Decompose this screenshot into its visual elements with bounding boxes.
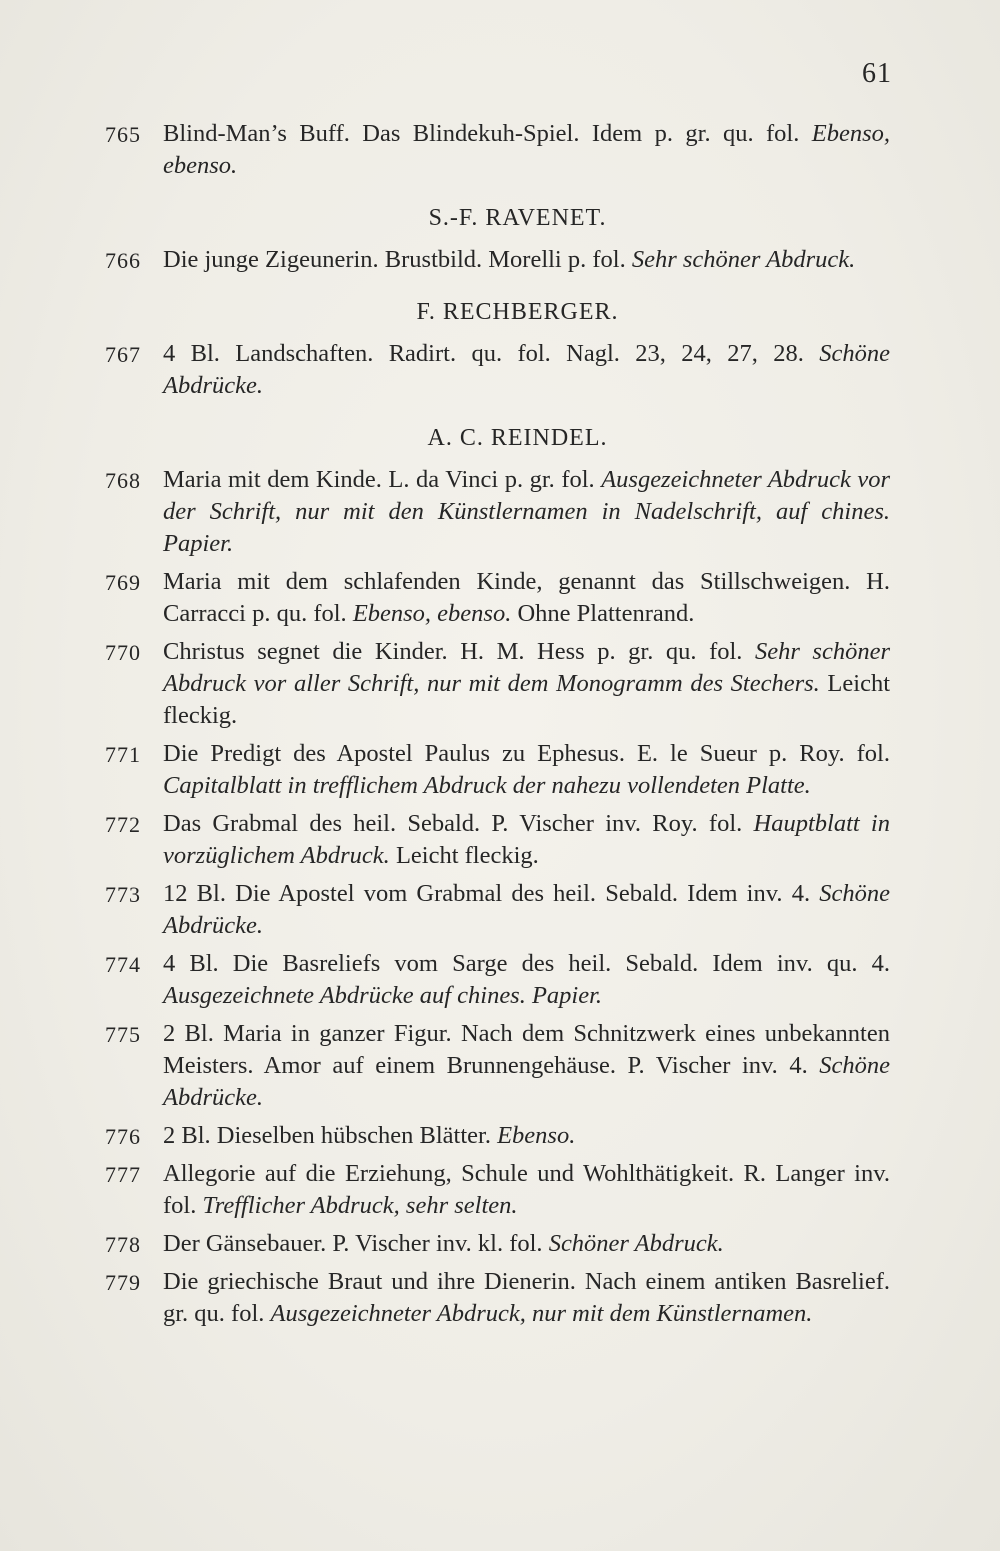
catalogue-entry [105, 1266, 890, 1330]
entry-note: Sehr schöner Abdruck. [631, 246, 856, 273]
entry-text: 2 Bl. Maria in ganzer Figur. Nach dem Schnitzwerk eines unbekannten Meisters. Amor auf einem Brunnengehäuse. P. Vischer inv. 4. [163, 1020, 890, 1079]
catalogue-listing [105, 118, 890, 1336]
entry-text: 4 Bl. Landschaften. Radirt. qu. fol. Nagl. 23, 24, 27, 28. [163, 340, 820, 367]
entry-number: 765 [105, 122, 141, 147]
page-number: 61 [862, 58, 892, 89]
catalogue-entry [105, 878, 890, 942]
entry-number: 773 [105, 882, 141, 907]
entry-note: Ausgezeichneter Abdruck vor der Schrift, nur mit den Künstlernamen in Nadelschrift, auf chines. Papier. [163, 466, 890, 557]
entry-number: 779 [105, 1270, 141, 1295]
entry-tail: Leicht fleckig. [389, 842, 539, 869]
entry-note: Sehr schöner Abdruck vor aller Schrift, nur mit dem Monogramm des Stechers. [163, 638, 890, 697]
entry-number: 778 [105, 1232, 141, 1257]
entry-tail: Ohne Plattenrand. [511, 600, 695, 627]
entry-text: Der Gänsebauer. P. Vischer inv. kl. fol. [163, 1230, 549, 1257]
entry-text: Allegorie auf die Erziehung, Schule und Wohlthätigkeit. R. Langer inv. fol. [163, 1160, 890, 1219]
catalogue-entry [105, 1018, 890, 1114]
catalogue-entry [105, 244, 890, 276]
entry-text: 2 Bl. Dieselben hübschen Blätter. [163, 1122, 498, 1149]
entry-text: Maria mit dem schlafenden Kinde, genannt das Stillschweigen. H. Carracci p. qu. fol. [163, 568, 890, 627]
catalogue-section [105, 118, 890, 182]
catalogue-entry [105, 1228, 890, 1260]
entry-tail: Leicht fleckig. [163, 670, 891, 729]
entry-number: 777 [105, 1162, 141, 1187]
entry-number: 769 [105, 570, 141, 595]
catalogue-section [105, 422, 890, 1330]
catalogue-entry [105, 808, 890, 872]
artist-heading: S.-F. RAVENET. [428, 205, 607, 231]
catalogue-entry [105, 948, 890, 1012]
entry-note: Schöne Abdrücke. [163, 1052, 890, 1111]
entry-text: Die griechische Braut und ihre Dienerin. Nach einem antiken Basrelief. gr. qu. fol. [163, 1268, 890, 1327]
entry-number: 771 [105, 742, 141, 767]
entry-text: Die Predigt des Apostel Paulus zu Ephesus. E. le Sueur p. Roy. fol. [163, 740, 890, 767]
entry-text: Maria mit dem Kinde. L. da Vinci p. gr. fol. [163, 466, 602, 493]
entry-text: Christus segnet die Kinder. H. M. Hess p. gr. qu. fol. [163, 638, 755, 665]
entry-number: 767 [105, 342, 141, 367]
catalogue-entry [105, 464, 890, 560]
entry-text: 12 Bl. Die Apostel vom Grabmal des heil. Sebald. Idem inv. 4. [163, 880, 820, 907]
entry-note: Ebenso, ebenso. [352, 600, 512, 627]
catalogue-entry [105, 738, 890, 802]
catalogue-entry [105, 1158, 890, 1222]
entry-note: Trefflicher Abdruck, sehr selten. [202, 1192, 518, 1219]
entry-note: Schöne Abdrücke. [163, 880, 890, 939]
entry-note: Ebenso. [497, 1122, 576, 1149]
entry-number: 770 [105, 640, 141, 665]
catalogue-section [105, 296, 890, 402]
entry-note: Ebenso, ebenso. [163, 120, 890, 179]
entry-text: Blind-Man’s Buff. Das Blindekuh-Spiel. Idem p. gr. qu. fol. [163, 120, 812, 147]
catalogue-entry [105, 118, 890, 182]
entry-note: Schöner Abdruck. [548, 1230, 724, 1257]
entry-number: 768 [105, 468, 141, 493]
catalogue-entry [105, 338, 890, 402]
catalogue-section [105, 202, 890, 276]
entry-text: Das Grabmal des heil. Sebald. P. Vischer inv. Roy. fol. [163, 810, 754, 837]
entry-text: Die junge Zigeunerin. Brustbild. Morelli p. fol. [163, 246, 632, 273]
entry-number: 776 [105, 1124, 141, 1149]
entry-number: 775 [105, 1022, 141, 1047]
entry-note: Ausgezeichneter Abdruck, nur mit dem Künstlernamen. [270, 1300, 813, 1327]
catalogue-entry [105, 1120, 890, 1152]
catalogue-entry [105, 566, 890, 630]
entry-note: Capitalblatt in trefflichem Abdruck der nahezu vollendeten Platte. [163, 772, 811, 799]
artist-heading: A. C. REINDEL. [427, 425, 608, 451]
entry-number: 766 [105, 248, 141, 273]
catalogue-entry [105, 636, 890, 732]
entry-note: Hauptblatt in vorzüglichem Abdruck. [163, 810, 890, 869]
entry-note: Schöne Abdrücke. [163, 340, 890, 399]
entry-number: 774 [105, 952, 141, 977]
entry-note: Ausgezeichnete Abdrücke auf chines. Papier. [163, 982, 603, 1009]
entry-number: 772 [105, 812, 141, 837]
artist-heading: F. RECHBERGER. [416, 299, 619, 325]
entry-text: 4 Bl. Die Basreliefs vom Sarge des heil. Sebald. Idem inv. qu. 4. [163, 950, 890, 977]
